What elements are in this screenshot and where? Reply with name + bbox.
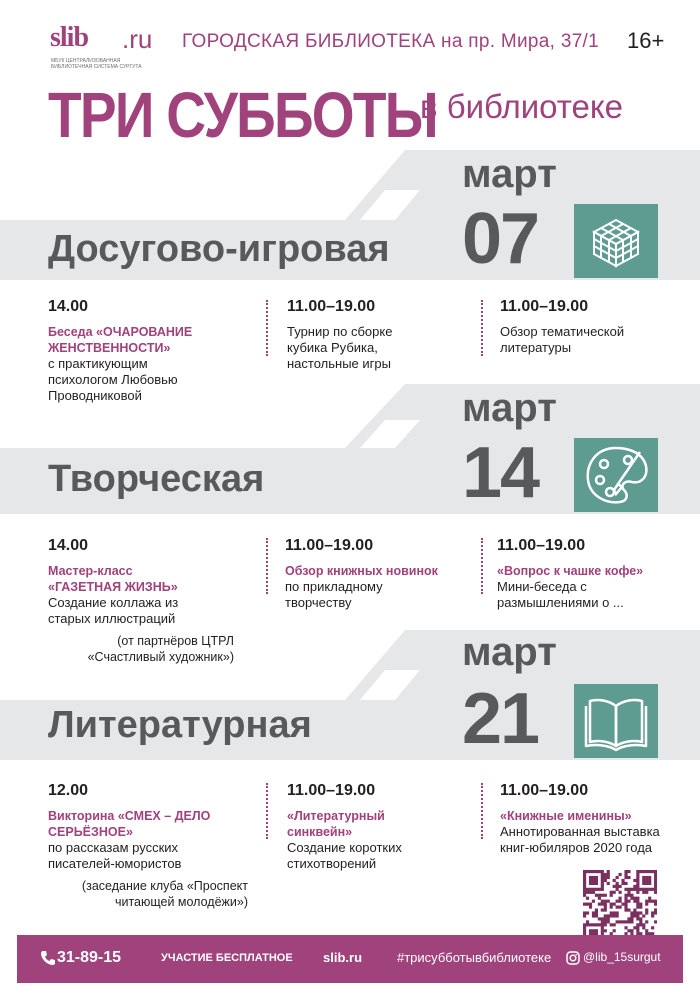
event-1-3 (500, 298, 680, 356)
event-description: Мини-беседа с размышлениями о ... (497, 579, 624, 610)
band-day: 21 (462, 679, 539, 759)
event-time: 11.00–19.00 (285, 537, 374, 554)
event-title: Обзор книжных новинок (285, 564, 438, 578)
event-description: с практикующим психологом Любовью Проводниковой (48, 356, 178, 403)
divider (481, 783, 483, 839)
event-description: Аннотированная выставка книг-юбиляров 2020 года (500, 824, 660, 855)
event-title: «Вопрос к чашке кофе» (497, 564, 644, 578)
phone-icon (39, 949, 57, 967)
band-month: март (462, 386, 557, 430)
event-2-2 (285, 537, 465, 611)
library-logo (50, 22, 160, 72)
phone-number[interactable]: 31-89-15 (57, 949, 122, 966)
divider (481, 538, 483, 594)
event-title: Беседа «ОЧАРОВАНИЕ ЖЕНСТВЕННОСТИ» (48, 325, 193, 355)
day-band-3 (0, 630, 700, 760)
event-time: 11.00–19.00 (287, 298, 376, 315)
age-rating: 16+ (627, 28, 665, 53)
event-description: Создание коллажа из старых иллюстраций (48, 595, 179, 626)
logo-mark: slib (50, 22, 89, 53)
event-1-2 (287, 298, 467, 372)
logo-subtitle: МБУК ЦЕНТРАЛИЗОВАННАЯ БИБЛИОТЕЧНАЯ СИСТЕМА СУРГУТА (51, 58, 142, 70)
band-theme: Литературная (48, 704, 312, 746)
event-description: Обзор тематической литературы (500, 324, 625, 355)
band-month: март (462, 152, 557, 196)
event-time: 11.00–19.00 (500, 298, 589, 315)
event-description: по прикладному творчеству (285, 579, 383, 610)
logo-domain: .ru (122, 24, 153, 54)
qr-code (583, 870, 657, 944)
day-band-1 (0, 150, 700, 280)
event-time: 12.00 (48, 782, 89, 799)
instagram-icon (566, 951, 580, 965)
event-description: Создание коротких стихотворений (287, 840, 402, 871)
band-theme: Творческая (48, 458, 265, 500)
event-note: (заседание клуба «Проспект читающей молодёжи») (81, 879, 248, 909)
event-note: (от партнёров ЦТРЛ «Счастливый художник») (87, 634, 234, 664)
event-title: «Литературный синквейн» (287, 809, 385, 839)
day-band-2 (0, 384, 700, 514)
qr-code-pattern (583, 870, 657, 944)
band-day: 14 (462, 433, 539, 513)
website-link[interactable]: slib.ru (323, 950, 363, 965)
event-time: 11.00–19.00 (500, 782, 589, 799)
event-time: 14.00 (48, 298, 89, 315)
event-2-3 (497, 537, 677, 611)
poster-title: ТРИ СУББОТЫ (48, 79, 437, 151)
rubiks-cube-icon (574, 204, 658, 278)
event-title: Викторина «СМЕХ – ДЕЛО СЕРЬЁЗНОЕ» (48, 809, 211, 839)
event-description: по рассказам русских писателей-юмористов (48, 840, 182, 871)
divider (266, 783, 268, 839)
footer-bar (17, 935, 683, 983)
divider (266, 538, 268, 594)
event-time: 14.00 (48, 537, 89, 554)
hashtag: #трисубботывбиблиотеке (397, 950, 552, 965)
band-month: март (462, 630, 557, 674)
divider (266, 300, 268, 356)
event-3-2 (287, 782, 467, 872)
event-title: «Книжные именины» (500, 809, 632, 823)
library-address: ГОРОДСКАЯ БИБЛИОТЕКА на пр. Мира, 37/1 (182, 31, 600, 52)
event-description: Турнир по сборке кубика Рубика, настольные игры (287, 324, 393, 371)
band-theme: Досугово-игровая (48, 228, 390, 270)
band-day: 07 (462, 199, 539, 279)
event-3-1 (48, 782, 258, 910)
event-3-3 (500, 782, 690, 856)
palette-icon (574, 438, 658, 512)
divider (481, 300, 483, 356)
free-entry-label: УЧАСТИЕ БЕСПЛАТНОЕ (161, 952, 293, 964)
event-title: Мастер-класс «ГАЗЕТНАЯ ЖИЗНЬ» (48, 564, 178, 594)
instagram-handle[interactable]: @lib_15surgut (583, 950, 661, 964)
poster-subtitle: в библиотеке (420, 88, 624, 125)
event-time: 11.00–19.00 (497, 537, 586, 554)
event-time: 11.00–19.00 (287, 782, 376, 799)
book-icon (574, 684, 658, 758)
